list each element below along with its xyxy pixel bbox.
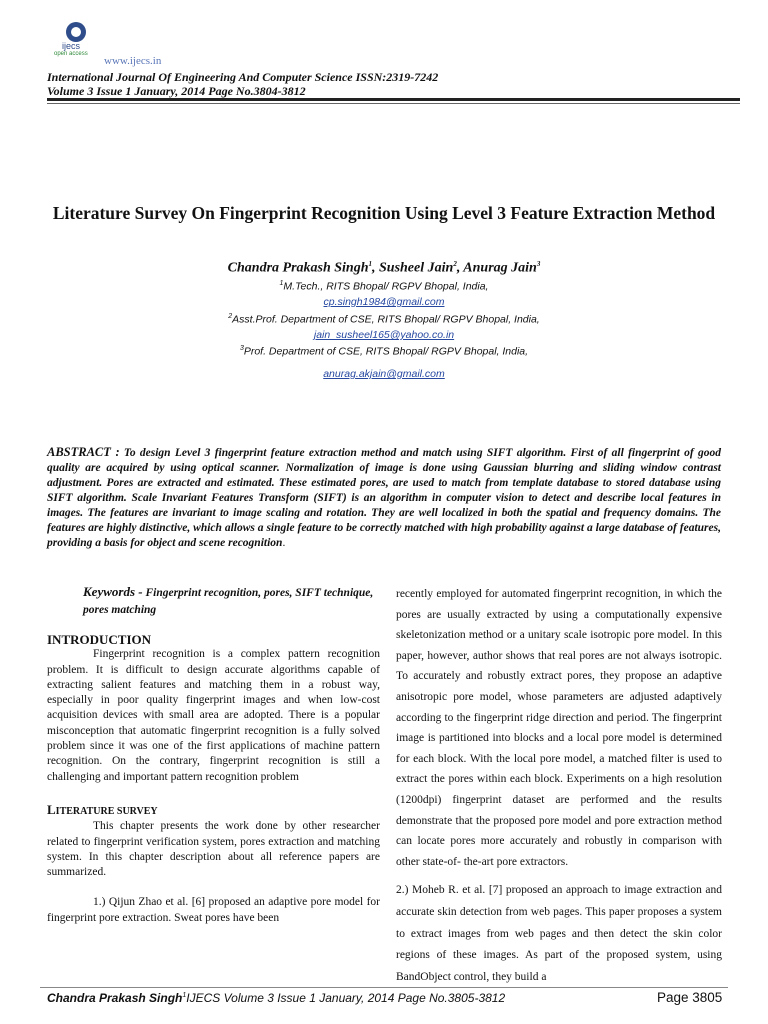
footer-author: Chandra Prakash Singh (47, 991, 183, 1005)
header-rule-thin (47, 103, 740, 104)
logo-name: ijecs (62, 41, 81, 51)
intro-paragraph: Fingerprint recognition is a complex pattern recognition problem. It is difficult to design accurate algorithms capable of extracting salient features and matching them in a robust way, especially in poor quality fingerprint images and when low-cost acquisition devices with small area are adopted. There is a popular misconception that automatic fingerprint recognition is a fully solved problem since it was one of the first applications of machine pattern recognition. On the contrary, fingerprint recognition is still a challenging and important pattern recognition problem (47, 648, 380, 783)
survey-item-1: 1.) Qijun Zhao et al. [6] proposed an adaptive pore model for fingerprint pore extraction. Sweat pores have been (47, 896, 380, 925)
paper-title: Literature Survey On Fingerprint Recognition Using Level 3 Feature Extraction Method (52, 203, 716, 223)
abstract (47, 445, 721, 551)
author-mark: 1 (368, 260, 372, 268)
affiliation-mark: 3 (239, 345, 244, 352)
author-name: Chandra Prakash Singh (227, 260, 369, 276)
affiliation: $^3$Prof. Department of CSE, RITS Bhopal/ RGPV Bhopal, India, (239, 345, 529, 358)
abstract-label: ABSTRACT : (47, 445, 120, 459)
footer-citation-text: IJECS Volume 3 Issue 1 January, 2014 Page No.3805-3812 (186, 991, 506, 1005)
keywords-label: Keywords - (83, 584, 143, 599)
affiliation: $^2$Asst.Prof. Department of CSE, RITS Bhopal/ RGPV Bhopal, India, (228, 313, 540, 326)
journal-website-link[interactable]: www.ijecs.in (104, 55, 162, 67)
journal-logo (52, 22, 100, 62)
author-email-link[interactable]: jain_susheel165@yahoo.co.in (313, 329, 455, 341)
section-heading-introduction: INTRODUCTION (47, 632, 152, 647)
page-number: Page 3805 (657, 990, 723, 1005)
right-column (396, 584, 722, 988)
author-email-link[interactable]: anurag.akjain@gmail.com (323, 368, 445, 380)
survey-item-2: 2.) Moheb R. et al. [7] proposed an approach to image extraction and accurate skin detection from web pages. This paper proposes a system to extract images from web pages and then detect the skin color regions of these images. As part of the proposed system, using BandObject control, they build a (396, 884, 722, 983)
author-email-link[interactable]: cp.singh1984@gmail.com (323, 296, 445, 308)
abstract-end: . (282, 537, 286, 549)
left-column (47, 584, 380, 926)
footer-rule (40, 987, 728, 988)
author-mark: 2 (453, 260, 457, 268)
affiliation-mark: 1 (279, 280, 284, 287)
affiliation: $^1$M.Tech., RITS Bhopal/ RGPV Bhopal, India, (279, 280, 489, 293)
journal-volume: Volume 3 Issue 1 January, 2014 Page No.3804-3812 (47, 84, 306, 98)
header-rule-thick (47, 98, 740, 101)
keywords-text: Fingerprint recognition, pores, SIFT technique, pores matching (83, 587, 374, 616)
author-mark: 3 (536, 260, 541, 268)
journal-name: International Journal Of Engineering And Computer Science ISSN:2319-7242 (47, 70, 439, 84)
section-heading-literature-survey: LITERATURE SURVEY (47, 801, 158, 817)
keywords (47, 584, 380, 618)
author-name: Susheel Jain (379, 260, 454, 276)
footer-citation (47, 991, 505, 1005)
footer-mark: 1 (182, 992, 187, 999)
abstract-text: To design Level 3 fingerprint feature extraction method and match using SIFT algorithm. First of all fingerprint of good quality are acquired by using optical scanner. Normalization of image is done using Gaussian blurring and sliding window contrast adjustment. Pores are extracted and estimated. These estimated pores, are used to match from template database to stored database using SIFT algorithm. Scale Invariant Features Transform (SIFT) is an algorithm in computer vision to detect and describe local features in images. The features are invariant to image scaling and rotation. They are well localized in both the spatial and frequency domains. The features are highly distinctive, which allows a single feature to be correctly matched with high probability against a large database of features, providing a basis for object and scene recognition (47, 447, 722, 549)
author-list: Chandra Prakash Singh$^1$, Susheel Jain$^2$, Anurag Jain$^3$ (227, 260, 541, 276)
literature-paragraph: This chapter presents the work done by other researcher related to fingerprint verification system, pores extraction and matching system. In this chapter description about all reference papers are summarized. (47, 820, 380, 879)
survey-item-1-continued: recently employed for automated fingerprint recognition, in which the pores are usually extracted by using a computationally expensive skeletonization method or a unitary scale isotropic pore model. In this paper, however, author shows that real pores are not always isotropic. To accurately and robustly extract pores, they propose an adaptive anisotropic pore model, whose parameters are adjusted adaptively according to the fingerprint ridge direction and period. The fingerprint image is partitioned into blocks and a local pore model is determined for each block. With the local pore model, a matched filter is used to extract the pores within each block. Experiments on a high resolution (1200dpi) fingerprint dataset are performed and the results demonstrate that the proposed pore model and pore extraction method can locate pores more accurately and robustly in comparison with other state-of- the-art pore extractors. (396, 588, 722, 868)
author-name: Anurag Jain (463, 260, 537, 276)
logo-mark-icon (66, 22, 86, 42)
logo-tagline: open access (54, 51, 88, 57)
affiliation-mark: 2 (228, 313, 233, 320)
